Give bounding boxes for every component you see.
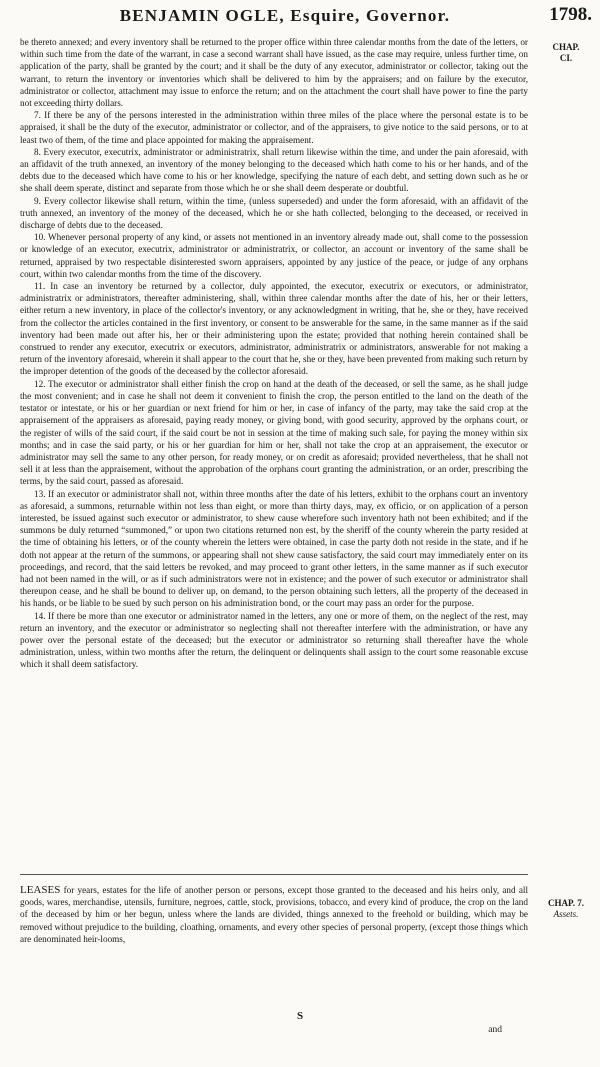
leases-lead-word: LEASES [20, 884, 61, 896]
section-11: 11. In case an inventory be returned by a collector, duly appointed, the executor, executrix or executors, or administrator, administratrix or administrators, thereafter administering, shall, within three calendar months after the date of his, her or their letters, either return a new inventory, in place of the collector's inventory, or any acknowledgment in writing, that he, she or they, have received from the collector the articles contained in the first inventory, or consent to be answerable for the same, in the same manner as if the said inventory had been made out after his, her or their administering upon the estate; provided that nothing herein contained shall be construed to render any executor, executrix or executors, administrator, administratrix or administrators, answerable for not making a return of the inventory aforesaid, wherein it shall appear to the court that he, she or they, have been prevented from making such return by the improper detention of the goods of the deceased by the collector aforesaid. [20, 281, 528, 377]
paragraph-continuation: be thereto annexed; and every inventory shall be returned to the proper office within three calendar months from the date of the letters, or within such time from the date of the warrant, in case a second warrant shall have issued, as the case may require, unless further time, on application of the party, shall be granted by the court; and it shall be the duty of any executor, administrator or collector, taking out the warrant, to return the inventory or inventories which shall be delivered to him by the appraisers; and on failure by the executor, administrator or collector, attachment may issue to enforce the return; and on the attachment the court shall have power to fine the party not exceeding thirty dollars. [20, 37, 528, 109]
running-head [0, 4, 600, 34]
catchword: and [488, 1025, 502, 1035]
section-14: 14. If there be more than one executor or administrator named in the letters, any one or more of them, on the neglect of the rest, may return an inventory, and the executor or administrator so neglecting shall not thereafter interfere with the administration, or have any power over the personal estate of the deceased; but the executor or administrator so returning shall thereafter have the whole administration, unless, within two months after the return, the delinquent or delinquents shall assign to the court some reasonable excuse which it shall deem satisfactory. [20, 610, 528, 670]
margin-assets-label: Assets. [553, 909, 579, 919]
margin-note-chapter [538, 42, 594, 64]
margin-chap-number: CI. [559, 53, 573, 63]
section-7: 7. If there be any of the persons interested in the administration within three miles of the place where the personal estate is to be appraised, it shall be the duty of the executor, administrator or collector, and of the appraisers, to give notice to the said persons, or to at least two of them, of the time and place appointed for making the appraisement. [20, 110, 528, 145]
section-8: 8. Every executor, executrix, administrator or administratrix, shall return likewise within the time, and under the pain aforesaid, with an affidavit of the truth annexed, an inventory of the money belonging to the deceased which hath come to his or her hands, and of the debts due to the deceased which have come to his or her knowledge, specifying the nature of each debt, and setting down such as he or she shall deem sperate, distinct and separate from those which he or she shall deem desperate or doubtful. [20, 146, 528, 194]
leases-chapter [20, 884, 528, 945]
leases-paragraph [20, 884, 528, 945]
main-text [20, 36, 528, 671]
page-year: 1798. [549, 4, 592, 25]
section-divider [20, 874, 528, 875]
signature-mark: S [296, 1010, 304, 1022]
section-10: 10. Whenever personal property of any kind, or assets not mentioned in an inventory already made out, shall come to the possession or knowledge of an executor, executrix, administrator or administratrix, or collector, an account or inventory of the same shall be returned, appraised by two respectable disinterested sworn appraisers, appointed by any justice of the peace, or judge of any orphans court, within two calendar months from the time of the discovery. [20, 232, 528, 279]
margin-chap-7: CHAP. 7. [548, 898, 584, 908]
section-13: 13. If an executor or administrator shall not, within three months after the date of his letters, exhibit to the orphans court an inventory as aforesaid, a summons, returnable within not less than eight, or more than thirty days, may, ex officio, or on application of a person interested, be issued against such executor or administrator, to shew cause wherefore such inventory hath not been exhibited; and if the summons be duly returned “summoned,” or upon two citations returned non est, by the sheriff of the county wherein the party resided at the time of obtaining his letters, or of the county wherein the letters were obtained, in case the party doth not reside in the state, and if he doth not appear at the return of the summons, or appearing shall not shew cause satisfactory, the said court may immediately enter on its proceedings, and record, that the said letters be revoked, and may proceed to grant other letters, in the same manner as if such executor had not been named in the will, or as if such administrators were not in existence; and the power of such executor or administrator shall thereupon cease, and he shall be bound to deliver up, on demand, to the person obtaining such letters, all the property of the deceased in his hands, or be liable to be sued by such person on his administration bond, or the court may pass an order for the purpose. [20, 488, 528, 609]
margin-chap-label: CHAP. [552, 42, 580, 52]
margin-note-assets [538, 898, 594, 920]
section-12: 12. The executor or administrator shall either finish the crop on hand at the death of the deceased, or sell the same, as he shall judge the most convenient; and in case he shall not deem it convenient to finish the crop, the person entitled to the land on the death of the testator or intestate, or his or her guardian or next friend for him or her, in case of infancy of the party, may take the said crop at the appraisement of the appraisers as aforesaid, paying ready money, or giving bond, with good security, approved by the orphans court, or the register of wills of the said court, if the said court be not in session at the time of making such sale, for paying the money within six months; and in case the said party, or his or her guardian for him or her, shall not take the crop at an appraisement, the executor or administrator may sell the same to any other person, for ready money, or on credit as aforesaid; provided nevertheless, that he shall not sell it at less than the appraisement, without the approbation of the orphans court granting the administration, or an order, prescribing the terms, by the said court, passed as aforesaid. [20, 378, 528, 487]
section-9: 9. Every collector likewise shall return, within the time, (unless superseded) and under the form aforesaid, with an affidavit of the truth annexed, an inventory of the money of the deceased, which he or she hath collected, belonging to the deceased, or received in discharge of debts due to the deceased. [20, 195, 528, 231]
page-title: BENJAMIN OGLE, Esquire, Governor. [119, 6, 451, 25]
leases-text: for years, estates for the life of another person or persons, except those granted to the deceased and his heirs only, and all goods, wares, merchandise, utensils, furniture, negroes, cattle, stock, provisions, tobacco, and every kind of produce, the crop on the land of the deceased by him or her begun, unless where the lands are divided, things annexed to the freehold or building, which may be removed without prejudice to the building, cloathing, ornaments, and every other species of personal property, (except those things which are denominated heir-looms, [20, 885, 528, 944]
